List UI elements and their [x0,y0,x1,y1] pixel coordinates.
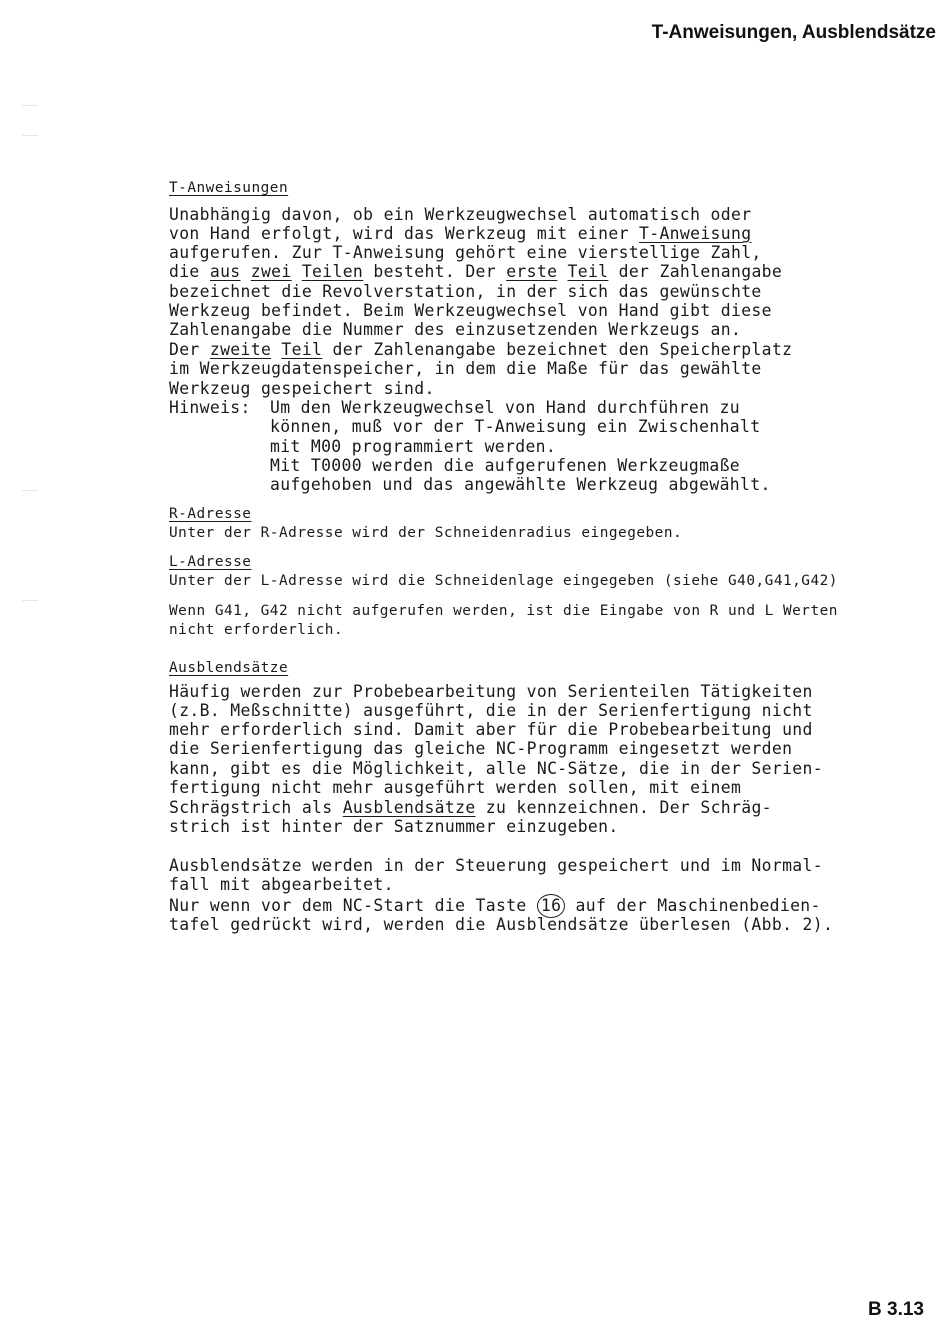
body-line: die Serienfertigung das gleiche NC-Programm eingesetzt werden [169,739,793,758]
body-line: Werkzeug gespeichert sind. [169,379,435,398]
text-run: auf der Maschinenbedien- [565,896,821,915]
margin-mark [22,490,38,491]
body-line: Häufig werden zur Probebearbeitung von Serienteilen Tätigkeiten [169,682,813,701]
body-line: Zahlenangabe die Nummer des einzusetzenden Werkzeugs an. [169,320,742,339]
key-16-circled-label: 16 [537,894,565,918]
body-line: Werkzeug befindet. Beim Werkzeugwechsel von Hand gibt diese [169,301,772,320]
section-heading-r-adresse: R-Adresse [169,506,252,522]
text-run: von Hand erfolgt, wird das Werkzeug mit einer [169,224,640,243]
underlined-term: Teil [567,262,609,281]
text-run: die [169,262,210,281]
hint-line: Um den Werkzeugwechsel von Hand durchführen zu [270,398,741,417]
body-line: (z.B. Meßschnitte) ausgeführt, die in der Serienfertigung nicht [169,701,813,720]
page-header-title: T-Anweisungen, Ausblendsätze [651,22,936,43]
body-line: Unabhängig davon, ob ein Werkzeugwechsel automatisch oder [169,205,752,224]
body-line [169,340,792,359]
margin-mark [22,600,38,601]
underlined-term: erste [506,262,558,281]
body-line: fall mit abgearbeitet. [169,875,394,894]
underlined-term: T-Anweisung [639,224,752,243]
body-line: bezeichnet die Revolverstation, in der sich das gewünschte [169,282,762,301]
text-run: zu kennzeichnen. Der Schräg- [475,798,772,817]
text-run: Schrägstrich als [169,798,343,817]
underlined-term: Ausblendsätze [342,798,476,817]
l-adresse-note-line: Wenn G41, G42 nicht aufgerufen werden, ist die Eingabe von R und L Werten [169,603,838,619]
underlined-term: Teilen [301,262,364,281]
hint-line: können, muß vor der T-Anweisung ein Zwischenhalt [270,417,761,436]
text-run: besteht. Der [363,262,507,281]
text-run: der Zahlenangabe bezeichnet den Speicherplatz [322,340,793,359]
body-line: strich ist hinter der Satznummer einzugeben. [169,817,619,836]
margin-mark [22,135,38,136]
body-line: tafel gedrückt wird, werden die Ausblendsätze überlesen (Abb. 2). [169,915,834,934]
text-run: Nur wenn vor dem NC-Start die Taste [169,896,537,915]
body-line: im Werkzeugdatenspeicher, in dem die Maße für das gewählte [169,359,762,378]
body-line: aufgerufen. Zur T-Anweisung gehört eine vierstellige Zahl, [169,243,762,262]
page-number: B 3.13 [868,1299,924,1320]
margin-mark [22,105,38,106]
hint-line: aufgehoben und das angewählte Werkzeug abgewählt. [270,475,771,494]
text-run: Der [169,340,210,359]
body-line: Ausblendsätze werden in der Steuerung gespeichert und im Normal- [169,856,823,875]
l-adresse-text: Unter der L-Adresse wird die Schneidenlage eingegeben (siehe G40,G41,G42) [169,573,838,589]
section-heading-t-anweisungen: T-Anweisungen [169,180,289,196]
body-line [169,262,782,281]
hint-label: Hinweis: [169,398,251,417]
underlined-term: Teil [281,340,323,359]
underlined-term: aus [209,262,241,281]
text-run: der Zahlenangabe [608,262,783,281]
body-line [169,798,772,817]
body-line: fertigung nicht mehr ausgeführt werden sollen, mit einem [169,778,742,797]
hint-line: mit M00 programmiert werden. [270,437,557,456]
body-line [169,224,751,243]
section-heading-ausblendsaetze: Ausblendsätze [169,660,289,676]
body-line: mehr erforderlich sind. Damit aber für die Probebearbeitung und [169,720,813,739]
hint-line: Mit T0000 werden die aufgerufenen Werkzeugmaße [270,456,741,475]
section-heading-l-adresse: L-Adresse [169,554,252,570]
l-adresse-note-line: nicht erforderlich. [169,622,344,638]
underlined-term: zwei [250,262,292,281]
underlined-term: zweite [209,340,272,359]
body-line: kann, gibt es die Möglichkeit, alle NC-Sätze, die in der Serien- [169,759,823,778]
r-adresse-text: Unter der R-Adresse wird der Schneidenradius eingegeben. [169,525,683,541]
